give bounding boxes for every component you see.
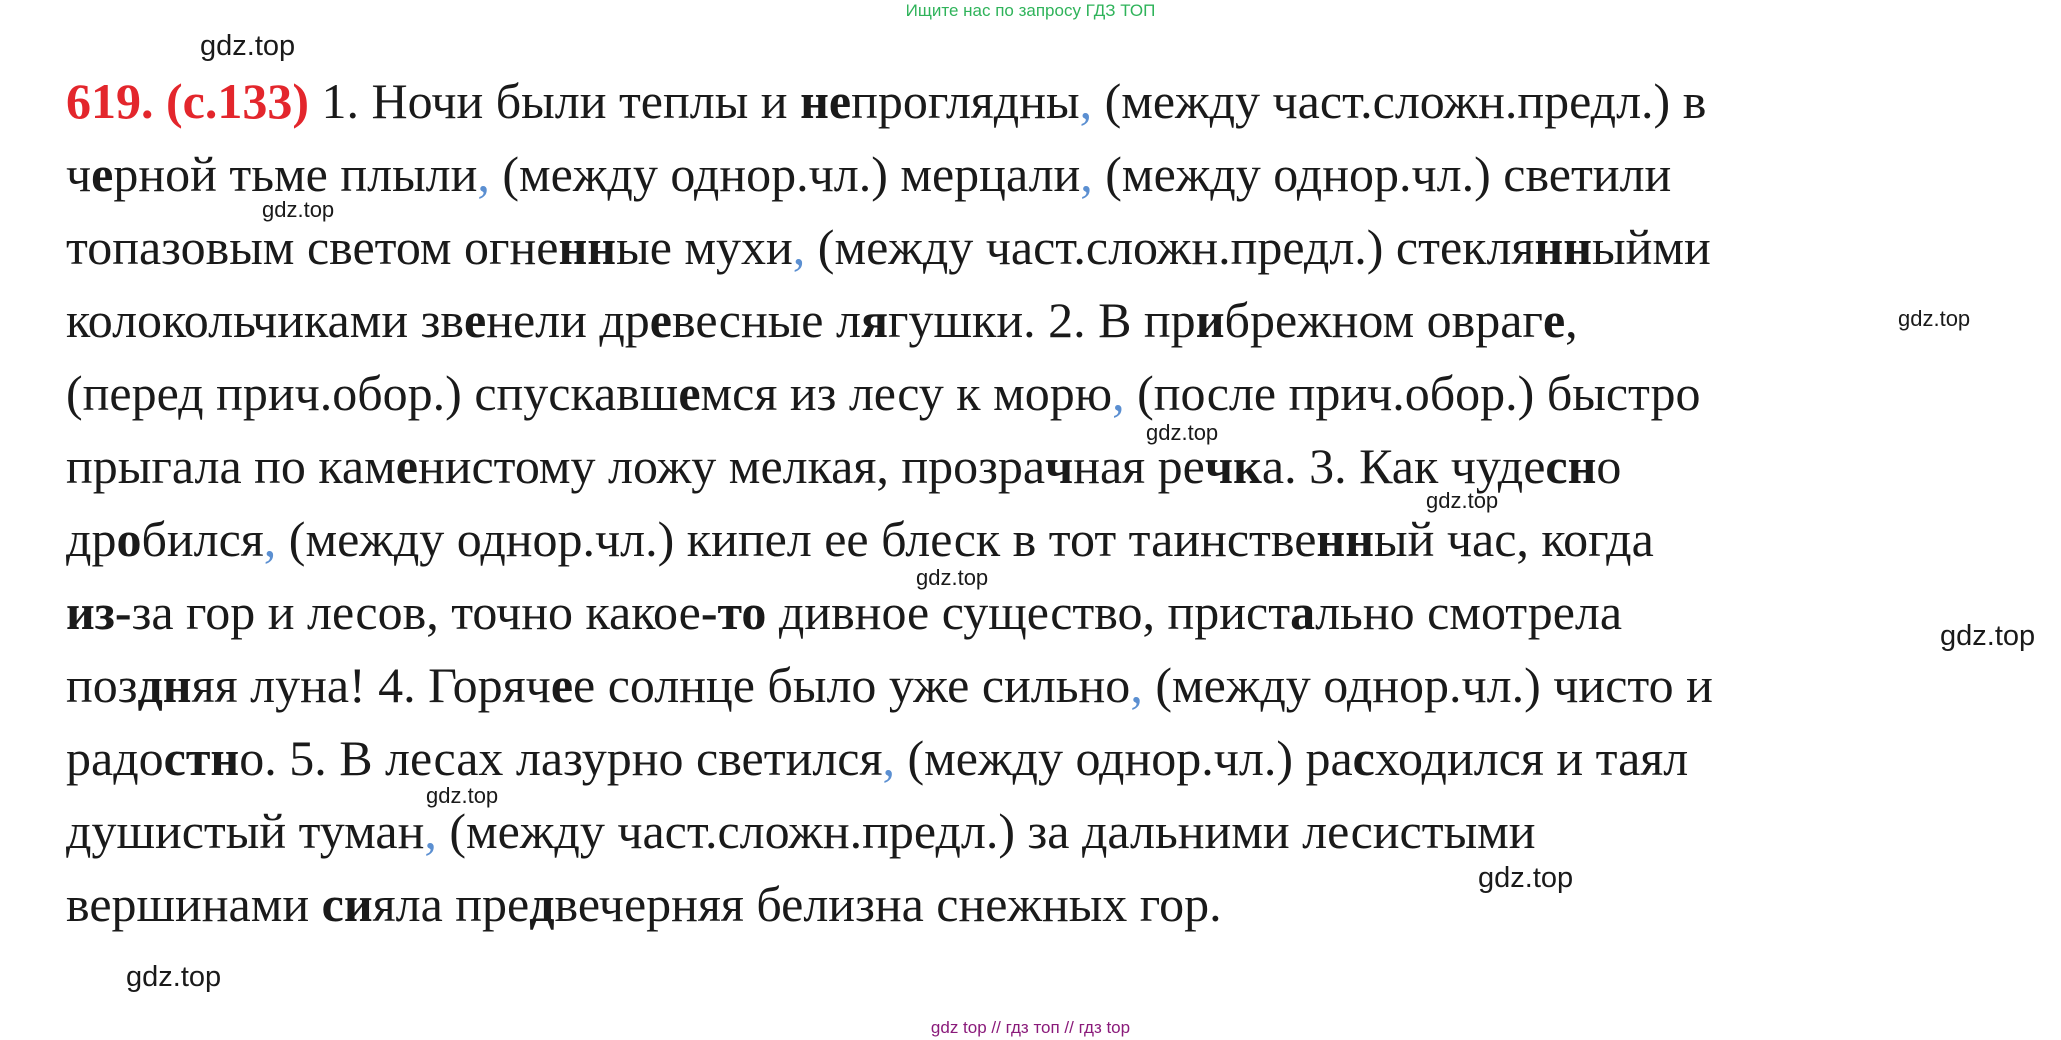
highlighted-letters: е bbox=[550, 657, 574, 713]
text-segment: нистому ложу мелкая, прозра bbox=[417, 438, 1046, 494]
highlighted-letters: дн bbox=[137, 657, 192, 713]
highlighted-letters: си bbox=[321, 876, 373, 932]
highlighted-letters: я bbox=[860, 292, 889, 348]
comma-mark: , bbox=[1079, 73, 1093, 129]
text-segment: ые мухи bbox=[616, 219, 793, 275]
text-segment: (между однор.чл.) светили bbox=[1092, 146, 1672, 202]
highlighted-letters: е bbox=[395, 438, 418, 494]
highlighted-letters: д bbox=[529, 876, 555, 932]
text-segment: а. 3. Как чуде bbox=[1261, 438, 1546, 494]
text-segment: за гор и лесов, точно какое bbox=[131, 584, 701, 640]
text-segment: весные л bbox=[672, 292, 861, 348]
text-segment: о bbox=[1596, 438, 1622, 494]
comma-mark: , bbox=[882, 730, 895, 786]
text-segment: рной тьме плыли bbox=[113, 146, 478, 202]
footer-links: gdz top // гдз топ // гдз top bbox=[930, 1018, 1131, 1037]
text-segment: нели др bbox=[486, 292, 650, 348]
highlighted-letters: -то bbox=[700, 584, 767, 640]
text-segment: (между однор.чл.) кипел ее блеск в тот таинстве bbox=[276, 511, 1317, 567]
highlighted-letters: а bbox=[1290, 584, 1316, 640]
highlighted-letters: из- bbox=[66, 584, 132, 640]
highlighted-letters: е bbox=[649, 292, 672, 348]
highlighted-letters: ч bbox=[1045, 438, 1074, 494]
text-segment: ходился и таял bbox=[1374, 730, 1689, 786]
highlighted-letters: сн bbox=[1545, 438, 1597, 494]
text-line bbox=[66, 145, 1671, 203]
comma-mark: , bbox=[424, 803, 437, 859]
text-segment: е солнце было уже сильно bbox=[573, 657, 1131, 713]
text-segment: дивное существо, прист bbox=[766, 584, 1291, 640]
highlighted-letters: с bbox=[1352, 730, 1375, 786]
text-line bbox=[66, 656, 1713, 714]
watermark: gdz.top bbox=[1940, 620, 2036, 652]
text-segment: ная ре bbox=[1073, 438, 1205, 494]
text-segment: гушки. 2. В пр bbox=[888, 292, 1196, 348]
highlighted-letters: не bbox=[800, 73, 852, 129]
watermark: gdz.top bbox=[1426, 488, 1499, 513]
text-line bbox=[66, 510, 1654, 568]
text-line bbox=[66, 729, 1688, 787]
text-line bbox=[66, 291, 1578, 349]
text-segment: льно смотрела bbox=[1315, 584, 1623, 640]
text-segment: брежном овраг bbox=[1224, 292, 1543, 348]
text-line bbox=[66, 437, 1621, 495]
watermark: gdz.top bbox=[1898, 306, 1971, 331]
comma-mark: , bbox=[1080, 146, 1093, 202]
text-segment: ый час, когда bbox=[1374, 511, 1654, 567]
comma-mark: , bbox=[1112, 365, 1125, 421]
highlighted-letters: и bbox=[1195, 292, 1225, 348]
text-segment: поз bbox=[66, 657, 138, 713]
watermark: gdz.top bbox=[1478, 862, 1574, 894]
task-number: 619. (с.133) bbox=[66, 73, 309, 129]
text-segment: радо bbox=[66, 730, 164, 786]
text-segment: бился bbox=[141, 511, 264, 567]
text-segment: , bbox=[1565, 292, 1578, 348]
text-segment: ч bbox=[66, 146, 92, 202]
text-segment: о. 5. В лесах лазурно светился bbox=[239, 730, 883, 786]
text-segment: (перед прич.обор.) спускавш bbox=[66, 365, 679, 421]
text-segment: прыгала по кам bbox=[66, 438, 396, 494]
text-segment: мся из лесу к морю bbox=[700, 365, 1113, 421]
comma-mark: , bbox=[263, 511, 277, 567]
comma-mark: , bbox=[792, 219, 806, 275]
text-segment: топазовым светом огне bbox=[66, 219, 559, 275]
search-banner: Ищите нас по запросу ГДЗ ТОП bbox=[905, 1, 1156, 20]
highlighted-letters: нн bbox=[1316, 511, 1375, 567]
text-segment: (между част.сложн.предл.) стекля bbox=[805, 219, 1535, 275]
watermark: gdz.top bbox=[916, 565, 989, 590]
text-segment: вершинами bbox=[66, 876, 322, 932]
text-line bbox=[66, 364, 1701, 422]
text-segment: (между однор.чл.) ра bbox=[895, 730, 1353, 786]
text-segment: (между част.сложн.предл.) в bbox=[1092, 73, 1707, 129]
watermark: gdz.top bbox=[262, 197, 335, 222]
highlighted-letters: е bbox=[678, 365, 701, 421]
highlighted-letters: е bbox=[463, 292, 487, 348]
text-segment: (после прич.обор.) быстро bbox=[1124, 365, 1701, 421]
highlighted-letters: нн bbox=[1534, 219, 1593, 275]
text-segment: (между однор.чл.) чисто и bbox=[1142, 657, 1713, 713]
highlighted-letters: стн bbox=[163, 730, 240, 786]
comma-mark: , bbox=[477, 146, 490, 202]
highlighted-letters: чк bbox=[1204, 438, 1262, 494]
watermark: gdz.top bbox=[1146, 420, 1219, 445]
text-line bbox=[66, 802, 1536, 860]
text-segment: колокольчиками зв bbox=[66, 292, 464, 348]
text-segment: ыйми bbox=[1592, 219, 1711, 275]
highlighted-letters: е bbox=[1542, 292, 1566, 348]
text-segment: яла пре bbox=[372, 876, 530, 932]
highlighted-letters: е bbox=[91, 146, 114, 202]
text-line bbox=[66, 218, 1711, 276]
highlighted-letters: нн bbox=[558, 219, 617, 275]
text-segment: (между однор.чл.) мерцали bbox=[489, 146, 1081, 202]
watermark: gdz.top bbox=[200, 30, 296, 62]
highlighted-letters: о bbox=[116, 511, 142, 567]
text-segment: 1. Ночи были теплы и bbox=[309, 73, 801, 129]
comma-mark: , bbox=[1130, 657, 1143, 713]
text-segment: др bbox=[66, 511, 117, 567]
watermark: gdz.top bbox=[126, 961, 222, 993]
text-segment: (между част.сложн.предл.) за дальними лесистыми bbox=[436, 803, 1536, 859]
text-segment: душистый туман bbox=[66, 803, 425, 859]
text-line bbox=[66, 583, 1622, 641]
watermark: gdz.top bbox=[426, 783, 499, 808]
text-segment: яя луна! 4. Горяч bbox=[191, 657, 551, 713]
text-line bbox=[66, 72, 1706, 130]
text-segment: проглядны bbox=[851, 73, 1080, 129]
text-segment: вечерняя белизна снежных гор. bbox=[554, 876, 1222, 932]
text-line bbox=[66, 875, 1222, 933]
